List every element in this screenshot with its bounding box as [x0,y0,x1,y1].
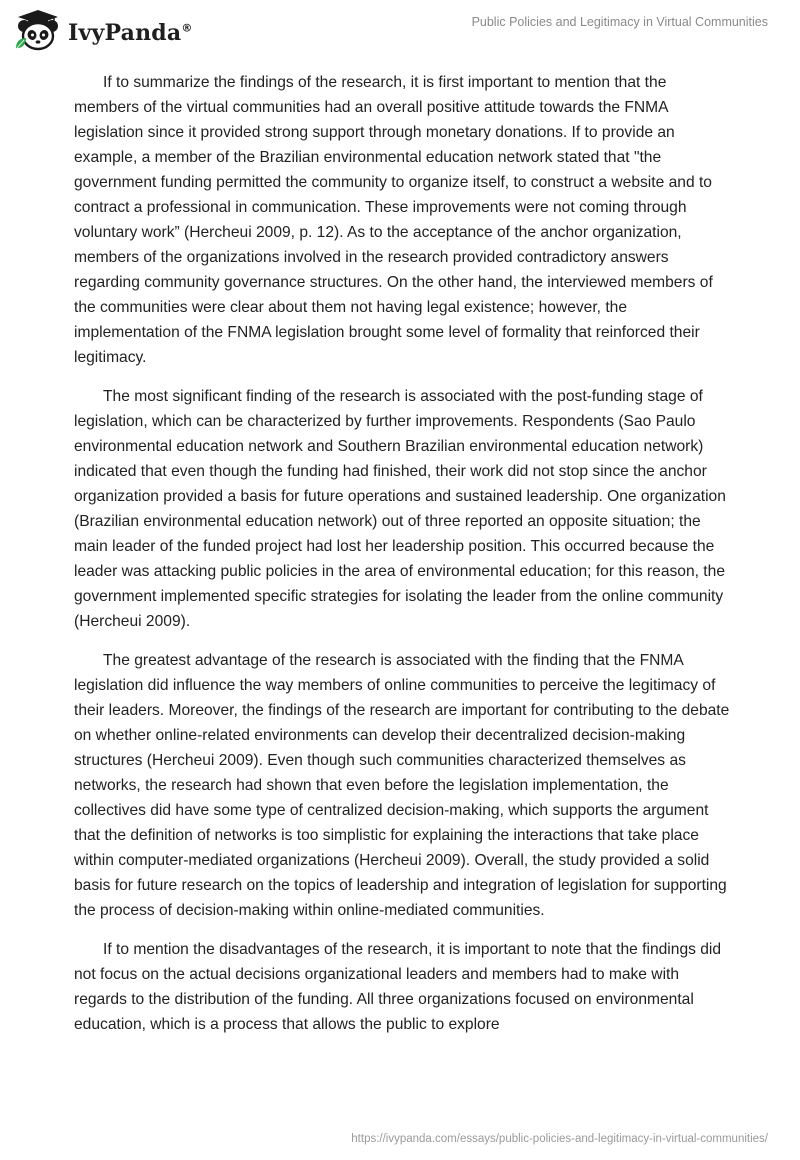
brand-name: IvyPanda® [68,20,193,46]
brand-logo[interactable] [14,8,193,54]
panda-graduate-icon [14,8,64,54]
registered-mark: ® [181,21,193,35]
paragraph: The greatest advantage of the research is associated with the finding that the FNMA legislation did influence the way members of online communities to perceive the legitimacy of their leaders. Moreover, the findings of the research are important for contributing to the debate on whether online-related environments can develop their decentralized decision-making structures (Hercheui 2009). Even though such communities characterized themselves as networks, the research had shown that even before the legislation implementation, the collectives did have some type of centralized decision-making, which supports the argument that the definition of networks is too simplistic for explaining the interactions that take place within computer-mediated organizations (Hercheui 2009). Overall, the study provided a solid basis for future research on the topics of leadership and integration of legislation for supporting the process of decision-making within online-mediated communities. [74,652,730,919]
paragraph: The most significant finding of the research is associated with the post-funding stage of legislation, which can be characterized by further improvements. Respondents (Sao Paulo environmental education network and Southern Brazilian environmental education network) indicated that even though the funding had finished, their work did not stop since the anchor organization provided a basis for future operations and sustained leadership. One organization (Brazilian environmental education network) out of three reported an opposite situation; the main leader of the funded project had lost her leadership position. This occurred because the leader was attacking public policies in the area of environmental education; for this reason, the government implemented specific strategies for isolating the leader from the online community (Hercheui 2009). [74,388,726,630]
paragraph: If to summarize the findings of the research, it is first important to mention that the members of the virtual communities had an overall positive attitude towards the FNMA legislation since it provided strong support through monetary donations. If to provide an example, a member of the Brazilian environmental education network stated that "the government funding permitted the community to organize itself, to construct a website and to contract a professional in communication. These improvements were not coming through voluntary work” (Hercheui 2009, p. 12). As to the acceptance of the anchor organization, members of the organizations involved in the research provided contradictory answers regarding community governance structures. On the other hand, the interviewed members of the communities were clear about them not having legal existence; however, the implementation of the FNMA legislation brought some level of formality that reinforced their legitimacy. [74,74,713,366]
document-title: Public Policies and Legitimacy in Virtual Communities [471,15,768,29]
article-body [74,70,730,1051]
page-header [0,0,800,56]
source-url[interactable]: https://ivypanda.com/essays/public-policies-and-legitimacy-in-virtual-communities/ [351,1133,768,1145]
paragraph: If to mention the disadvantages of the research, it is important to note that the findings did not focus on the actual decisions organizational leaders and members had to make with regards to the distribution of the funding. All three organizations focused on environmental education, which is a process that allows the public to explore [74,941,722,1033]
